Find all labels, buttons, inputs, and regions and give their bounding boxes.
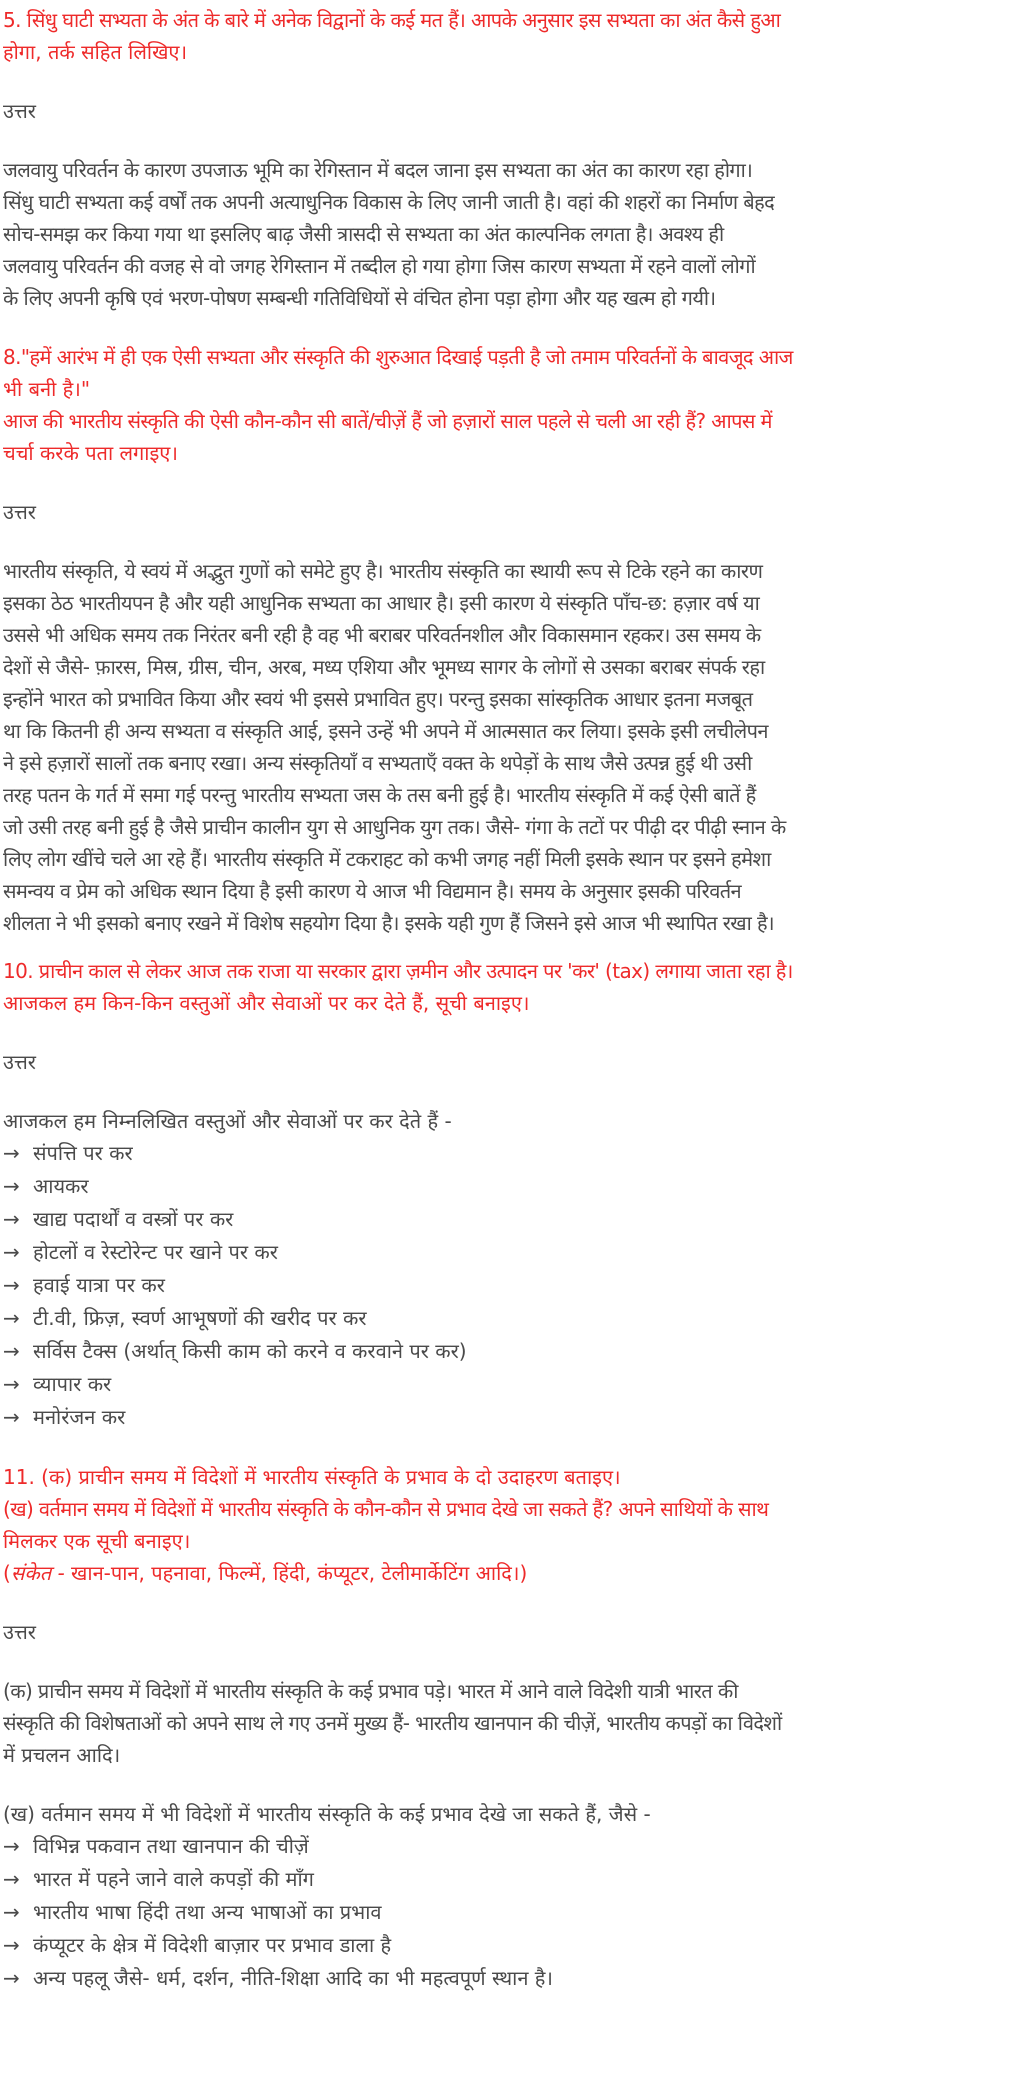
question-line: होगा, तर्क सहित लिखिए। — [3, 40, 188, 64]
answer-line: समन्वय व प्रेम को अधिक स्थान दिया है इसी कारण ये आज भी विद्यमान है। समय के अनुसार इसकी परिवर्तन — [3, 879, 742, 903]
answer-line: (क) प्राचीन समय में विदेशों में भारतीय संस्कृति के कई प्रभाव पड़े। भारत में आने वाले विदेशी यात्री भारत की — [3, 1679, 738, 1703]
question-5-section — [3, 4, 1022, 314]
arrow-icon: → — [3, 1933, 20, 1957]
list-item — [3, 1896, 1022, 1929]
list-item — [3, 1335, 1022, 1368]
arrow-icon: → — [3, 1273, 20, 1297]
hint-text: खान-पान, पहनावा, फिल्में, हिंदी, कंप्यूटर, टेलीमार्केटिंग आदि।) — [64, 1561, 528, 1585]
answer-line: था कि कितनी ही अन्य सभ्यता व संस्कृति आई, इसने उन्हें भी अपने में आत्मसात कर लिया। इसके इसी लचीलेपन — [3, 719, 768, 743]
question-line: 8."हमें आरंभ में ही एक ऐसी सभ्यता और संस्कृति की शुरुआत दिखाई पड़ती है जो तमाम परिवर्तनों के बावजूद आज — [3, 345, 793, 369]
answer-label: उत्तर — [3, 1050, 36, 1074]
answer-line: के लिए अपनी कृषि एवं भरण-पोषण सम्बन्धी गतिविधियों से वंचित होना पड़ा होगा और यह खत्म हो गयी। — [3, 286, 716, 310]
hint-open: ( — [3, 1561, 11, 1585]
answer-line: लिए लोग खींचे चले आ रहे हैं। भारतीय संस्कृति में टकराहट को कभी जगह नहीं मिली इसके स्थान पर इसने हमेशा — [3, 847, 771, 871]
arrow-icon: → — [3, 1306, 20, 1330]
arrow-icon: → — [3, 1372, 20, 1396]
question-11-section — [3, 1461, 1022, 1995]
arrow-icon: → — [3, 1207, 20, 1231]
list-item — [3, 1929, 1022, 1962]
list-item — [3, 1368, 1022, 1401]
question-line: चर्चा करके पता लगाइए। — [3, 441, 178, 465]
hint-label: संकेत - — [10, 1561, 65, 1585]
answer-11-part-a — [3, 1675, 1022, 1771]
answer-line: भारतीय संस्कृति, ये स्वयं में अद्भुत गुणों को समेटे हुए है। भारतीय संस्कृति का स्थायी रूप से टिके रहने का कारण — [3, 559, 763, 583]
list-item — [3, 1401, 1022, 1434]
question-line: (ख) वर्तमान समय में विदेशों में भारतीय संस्कृति के कौन-कौन से प्रभाव देखे जा सकते हैं? अपने साथियों के साथ — [3, 1497, 769, 1521]
arrow-icon: → — [3, 1966, 20, 1990]
question-line: आजकल हम किन-किन वस्तुओं और सेवाओं पर कर देते हैं, सूची बनाइए। — [3, 991, 530, 1015]
answer-11-part-b-intro: (ख) वर्तमान समय में भी विदेशों में भारतीय संस्कृति के कई प्रभाव देखे जा सकते हैं, जैसे - — [3, 1802, 651, 1826]
question-11 — [3, 1461, 1022, 1589]
list-item — [3, 1962, 1022, 1995]
list-item — [3, 1830, 1022, 1863]
list-item-text: विभिन्न पकवान तथा खानपान की चीज़ें — [33, 1834, 309, 1858]
list-item-text: संपत्ति पर कर — [33, 1141, 133, 1165]
list-item — [3, 1170, 1022, 1203]
list-item — [3, 1302, 1022, 1335]
list-item-text: हवाई यात्रा पर कर — [33, 1273, 165, 1297]
answer-line: उससे भी अधिक समय तक निरंतर बनी रही है वह भी बराबर परिवर्तनशील और विकासमान रहकर। उस समय के — [3, 623, 761, 647]
answer-line: तरह पतन के गर्त में समा गई परन्तु भारतीय सभ्यता जस के तस बनी हुई है। भारतीय संस्कृति में कई ऐसी बातें हैं — [3, 783, 756, 807]
arrow-icon: → — [3, 1240, 20, 1264]
question-line: 11. (क) प्राचीन समय में विदेशों में भारतीय संस्कृति के प्रभाव के दो उदाहरण बताइए। — [3, 1465, 621, 1489]
list-item-text: भारतीय भाषा हिंदी तथा अन्य भाषाओं का प्रभाव — [33, 1900, 382, 1924]
list-item-text: कंप्यूटर के क्षेत्र में विदेशी बाज़ार पर प्रभाव डाला है — [33, 1933, 392, 1957]
answer-line: इसका ठेठ भारतीयपन है और यही आधुनिक सभ्यता का आधार है। इसी कारण ये संस्कृति पाँच-छ: हज़ार वर्ष या — [3, 591, 760, 615]
arrow-icon: → — [3, 1141, 20, 1165]
question-5 — [3, 4, 1022, 68]
answer-line: देशों से जैसे- फ़ारस, मिस्र, ग्रीस, चीन, अरब, मध्य एशिया और भूमध्य सागर के लोगों से उसका बराबर संपर्क रहा — [3, 655, 765, 679]
arrow-icon: → — [3, 1174, 20, 1198]
question-line: आज की भारतीय संस्कृति की ऐसी कौन-कौन सी बातें/चीज़ें हैं जो हज़ारों साल पहले से चली आ रही हैं? आपस में — [3, 409, 772, 433]
arrow-icon: → — [3, 1834, 20, 1858]
answer-line: में प्रचलन आदि। — [3, 1743, 121, 1767]
list-item — [3, 1137, 1022, 1170]
list-item — [3, 1863, 1022, 1896]
answer-line: जलवायु परिवर्तन के कारण उपजाऊ भूमि का रेगिस्तान में बदल जाना इस सभ्यता का अंत का कारण रहा होगा। — [3, 158, 753, 182]
answer-line: जलवायु परिवर्तन की वजह से वो जगह रेगिस्तान में तब्दील हो गया होगा जिस कारण सभ्यता में रहने वालों लोगों — [3, 254, 756, 278]
list-item-text: आयकर — [33, 1174, 89, 1198]
answer-line: सिंधु घाटी सभ्यता कई वर्षों तक अपनी अत्याधुनिक विकास के लिए जानी जाती है। वहां की शहरों का निर्माण बेहद — [3, 190, 775, 214]
answer-label: उत्तर — [3, 500, 36, 524]
arrow-icon: → — [3, 1339, 20, 1363]
answer-line: इन्होंने भारत को प्रभावित किया और स्वयं भी इससे प्रभावित हुए। परन्तु इसका सांस्कृतिक आधार इतना मजबूत — [3, 687, 753, 711]
answer-line: शीलता ने भी इसको बनाए रखने में विशेष सहयोग दिया है। इसके यही गुण हैं जिसने इसे आज भी स्थापित रखा है। — [3, 911, 774, 935]
arrow-icon: → — [3, 1405, 20, 1429]
arrow-icon: → — [3, 1900, 20, 1924]
arrow-icon: → — [3, 1867, 20, 1891]
list-item — [3, 1269, 1022, 1302]
question-8-section — [3, 341, 1022, 939]
answer-10-intro: आजकल हम निम्नलिखित वस्तुओं और सेवाओं पर कर देते हैं - — [3, 1109, 452, 1133]
question-10-section — [3, 955, 1022, 1434]
answer-5 — [3, 154, 1022, 314]
list-item-text: मनोरंजन कर — [33, 1405, 126, 1429]
list-item-text: व्यापार कर — [33, 1372, 112, 1396]
list-item — [3, 1236, 1022, 1269]
answer-line: ने इसे हज़ारों सालों तक बनाए रखा। अन्य संस्कृतियाँ व सभ्यताएँ वक्त के थपेड़ों के साथ जैसे उत्पन्न हुई थी उसी — [3, 751, 752, 775]
answer-line: जो उसी तरह बनी हुई है जैसे प्राचीन कालीन युग से आधुनिक युग तक। जैसे- गंगा के तटों पर पीढ़ी दर पीढ़ी स्नान के — [3, 815, 786, 839]
question-10 — [3, 955, 1022, 1019]
question-hint — [3, 1557, 1022, 1589]
answer-line: सोच-समझ कर किया गया था इसलिए बाढ़ जैसी त्रासदी से सभ्यता का अंत काल्पनिक लगता है। अवश्य ही — [3, 222, 724, 246]
answer-label: उत्तर — [3, 99, 36, 123]
influence-list — [3, 1830, 1022, 1995]
question-line: मिलकर एक सूची बनाइए। — [3, 1529, 191, 1553]
question-line: भी बनी है।" — [3, 377, 91, 401]
question-line: 5. सिंधु घाटी सभ्यता के अंत के बारे में अनेक विद्वानों के कई मत हैं। आपके अनुसार इस सभ्यता का अंत कैसे हुआ — [3, 8, 781, 32]
tax-list — [3, 1137, 1022, 1434]
answer-line: संस्कृति की विशेषताओं को अपने साथ ले गए उनमें मुख्य हैं- भारतीय खानपान की चीज़ें, भारतीय कपड़ों का विदेशों — [3, 1711, 782, 1735]
list-item-text: टी.वी, फ्रिज़, स्वर्ण आभूषणों की खरीद पर कर — [33, 1306, 367, 1330]
answer-8 — [3, 555, 1022, 939]
question-line: 10. प्राचीन काल से लेकर आज तक राजा या सरकार द्वारा ज़मीन और उत्पादन पर 'कर' (tax) लगाया जाता रहा है। — [3, 959, 793, 983]
answer-label: उत्तर — [3, 1620, 36, 1644]
list-item-text: खाद्य पदार्थों व वस्त्रों पर कर — [33, 1207, 234, 1231]
question-8 — [3, 341, 1022, 469]
list-item-text: होटलों व रेस्टोरेन्ट पर खाने पर कर — [33, 1240, 278, 1264]
list-item — [3, 1203, 1022, 1236]
list-item-text: सर्विस टैक्स (अर्थात् किसी काम को करने व करवाने पर कर) — [33, 1339, 467, 1363]
list-item-text: भारत में पहने जाने वाले कपड़ों की माँग — [33, 1867, 314, 1891]
list-item-text: अन्य पहलू जैसे- धर्म, दर्शन, नीति-शिक्षा आदि का भी महत्वपूर्ण स्थान है। — [33, 1966, 553, 1990]
